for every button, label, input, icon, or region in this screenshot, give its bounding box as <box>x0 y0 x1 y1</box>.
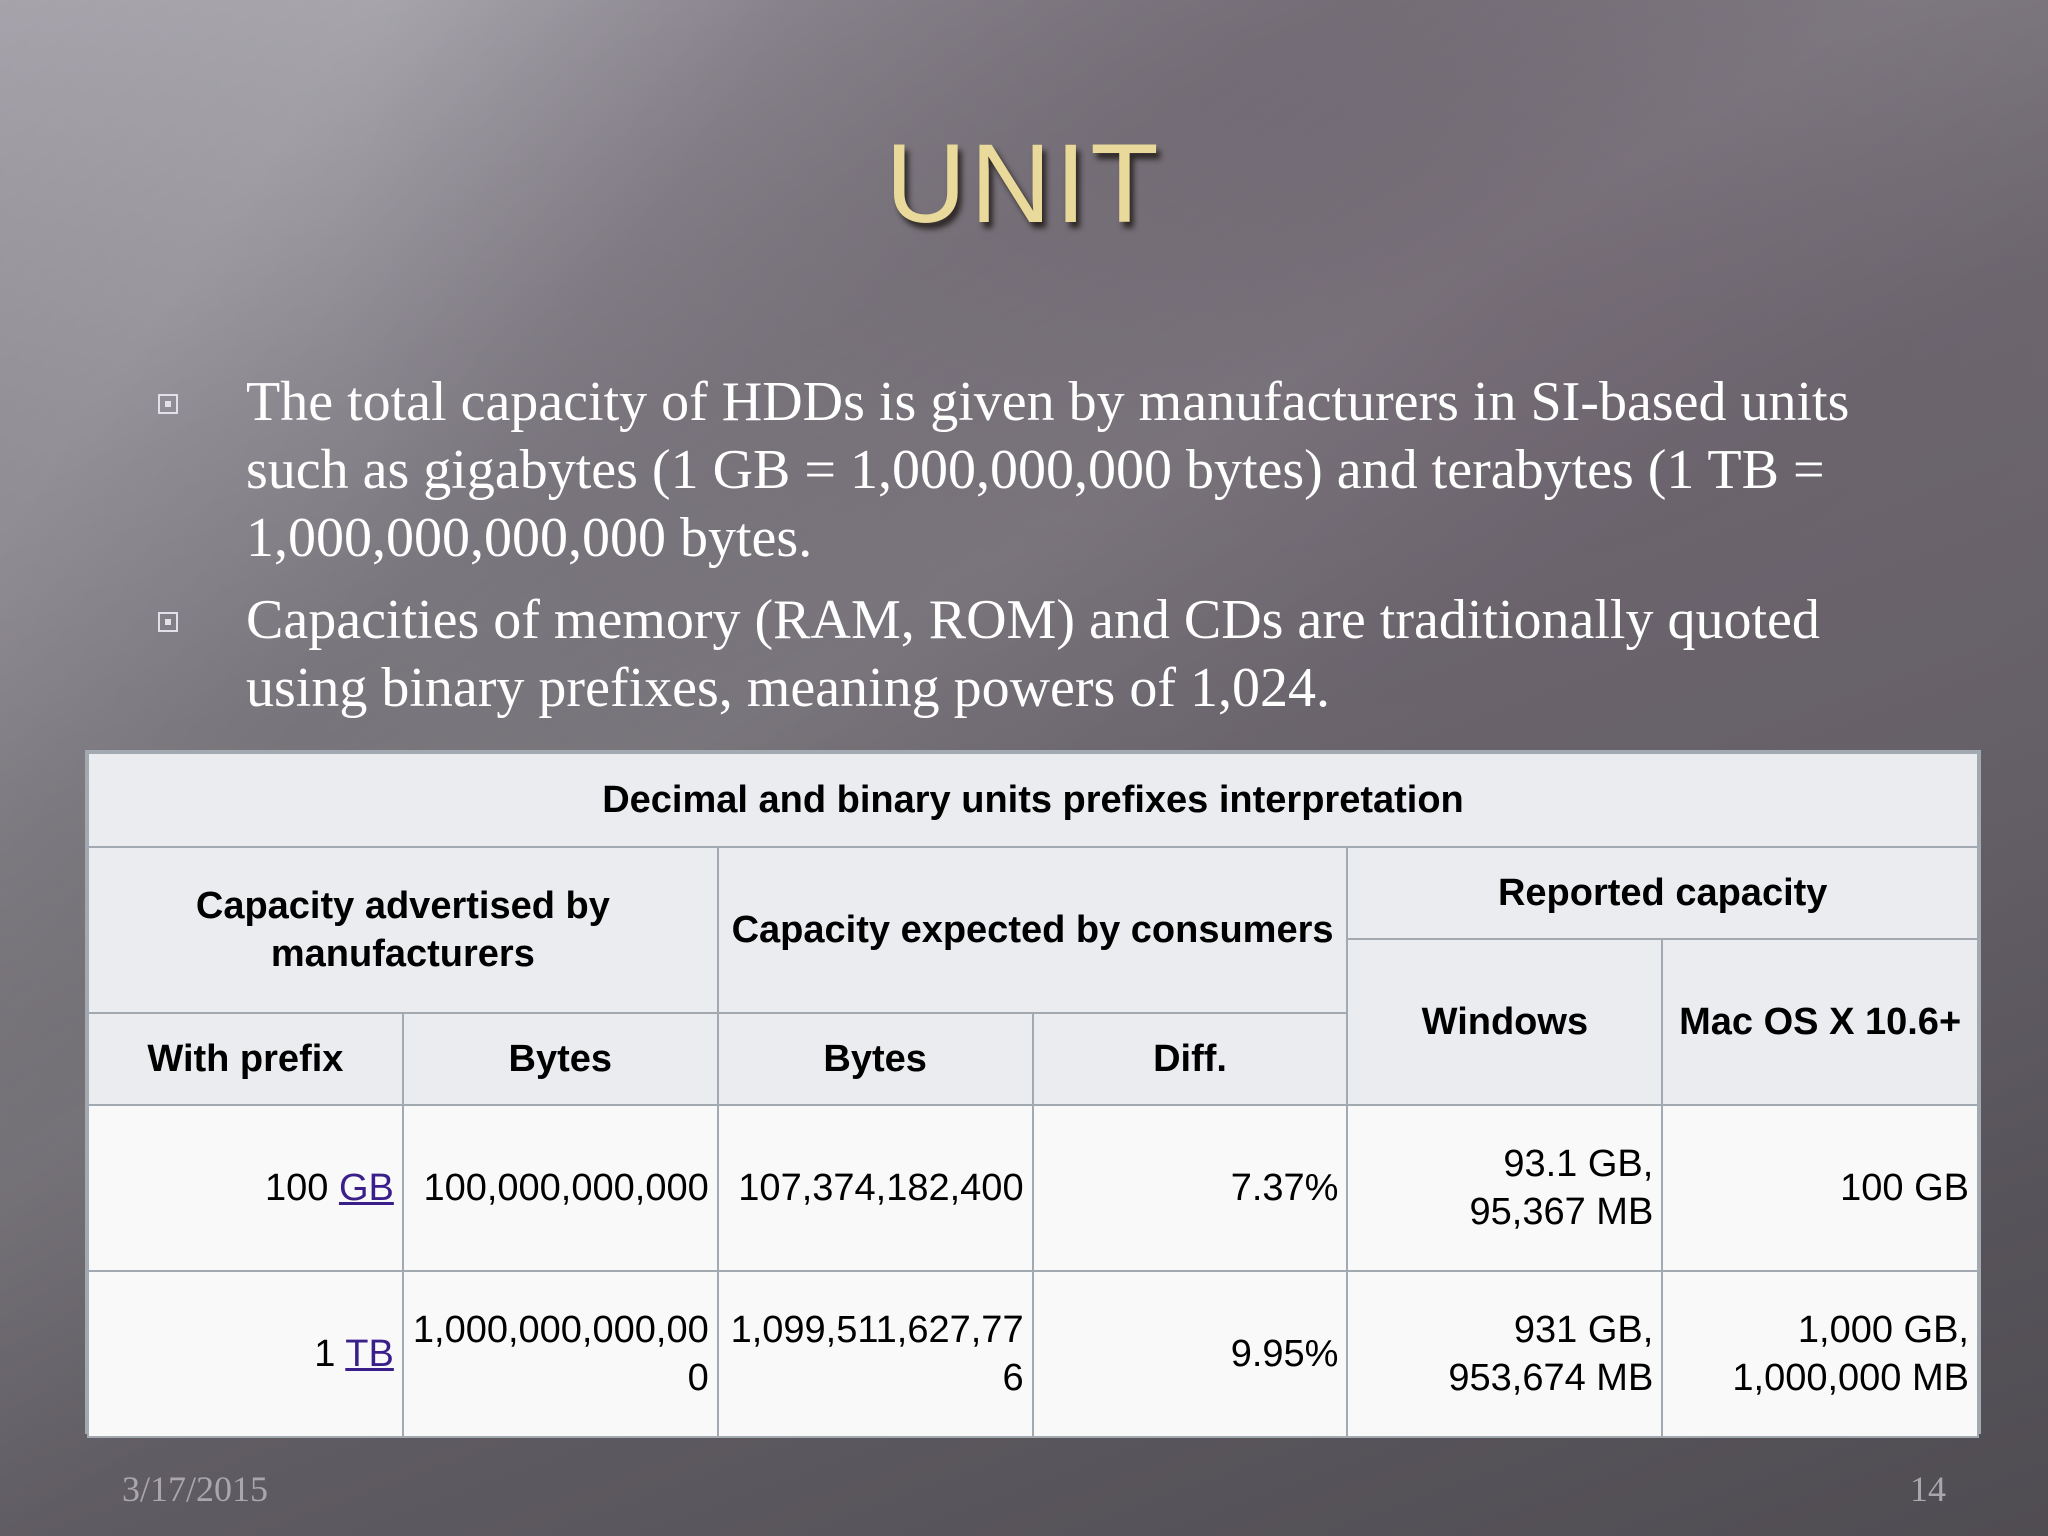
windows-mb: 953,674 MB <box>1448 1357 1654 1399</box>
cell-windows <box>1347 1105 1662 1271</box>
gb-link[interactable]: GB <box>338 1167 394 1209</box>
cell-bytes-advertised: 100,000,000,000 <box>403 1105 718 1271</box>
units-table-container <box>85 750 1981 1434</box>
bullet-text: The total capacity of HDDs is given by manufacturers in SI-based units such as gigabytes (1 GB = 1,000,000,000 bytes) and terabytes (1 TB = 1,000,000,000,000 bytes. <box>246 371 1850 569</box>
square-bullet-icon <box>158 394 178 414</box>
header-advertised: Capacity advertised by manufacturers <box>88 847 718 1013</box>
cell-with-prefix <box>88 1105 403 1271</box>
slide-page-number: 14 <box>1910 1469 1946 1509</box>
cell-diff: 7.37% <box>1033 1105 1348 1271</box>
table-row <box>88 1271 1978 1437</box>
square-bullet-icon <box>158 612 178 632</box>
slide-date: 3/17/2015 <box>122 1469 269 1509</box>
windows-mb: 95,367 MB <box>1469 1191 1654 1233</box>
tb-link[interactable]: TB <box>345 1333 394 1375</box>
cell-mac: 100 GB <box>1662 1105 1978 1271</box>
bullet-item <box>148 368 1928 572</box>
table-caption: Decimal and binary units prefixes interpretation <box>88 753 1978 847</box>
prefix-number: 1 <box>314 1333 336 1375</box>
prefix-number: 100 <box>264 1167 329 1209</box>
cell-diff: 9.95% <box>1033 1271 1348 1437</box>
cell-bytes-advertised: 1,000,000,000,000 <box>403 1271 718 1437</box>
cell-bytes-expected: 107,374,182,400 <box>718 1105 1033 1271</box>
slide-title: UNIT <box>885 121 1163 246</box>
cell-with-prefix <box>88 1271 403 1437</box>
header-windows: Windows <box>1347 939 1662 1105</box>
mac-gb: 1,000 GB, <box>1797 1309 1969 1351</box>
windows-gb: 931 GB, <box>1513 1309 1654 1351</box>
header-bytes-expected: Bytes <box>718 1013 1033 1105</box>
cell-windows <box>1347 1271 1662 1437</box>
bullet-item <box>148 586 1928 722</box>
table-row <box>88 1105 1978 1271</box>
bullet-list <box>148 368 1928 736</box>
header-bytes-advertised: Bytes <box>403 1013 718 1105</box>
mac-mb: 1,000,000 MB <box>1732 1357 1969 1399</box>
header-with-prefix: With prefix <box>88 1013 403 1105</box>
bullet-text: Capacities of memory (RAM, ROM) and CDs are traditionally quoted using binary prefixes, meaning powers of 1,024. <box>246 589 1820 719</box>
cell-bytes-expected: 1,099,511,627,776 <box>718 1271 1033 1437</box>
header-expected: Capacity expected by consumers <box>718 847 1348 1013</box>
cell-mac <box>1662 1271 1978 1437</box>
windows-gb: 93.1 GB, <box>1503 1143 1654 1185</box>
header-mac: Mac OS X 10.6+ <box>1662 939 1978 1105</box>
units-table <box>87 752 1979 1438</box>
header-reported: Reported capacity <box>1347 847 1978 939</box>
header-diff: Diff. <box>1033 1013 1348 1105</box>
